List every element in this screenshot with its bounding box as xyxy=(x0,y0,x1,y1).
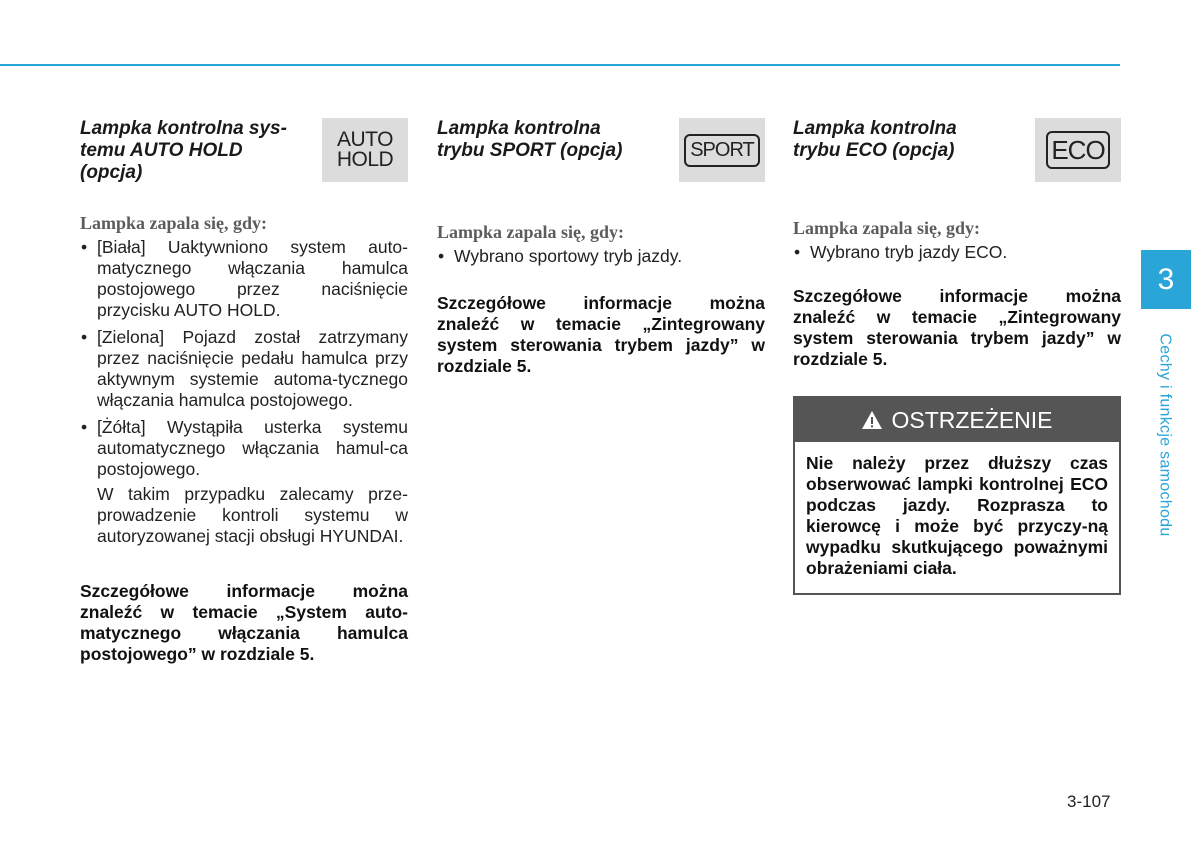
list-item: • [Zielona] Pojazd został zatrzymany przez naciśnięcie pedału hamulca przy aktywnym systemie automa-tycznego włączania hamulca postojowego. xyxy=(80,327,408,411)
column-auto-hold xyxy=(80,118,408,665)
list-item: • Wybrano sportowy tryb jazdy. xyxy=(437,246,765,267)
column-sport xyxy=(437,118,765,377)
section-title: Lampka kontrolna sys- temu AUTO HOLD (opcja) xyxy=(80,118,287,183)
warning-heading: OSTRZEŻENIE xyxy=(891,406,1053,433)
warning-triangle-icon xyxy=(861,410,883,430)
section-header xyxy=(437,118,765,184)
warning-box xyxy=(793,396,1121,595)
section-title: Lampka kontrolna trybu ECO (opcja) xyxy=(793,118,957,161)
top-rule xyxy=(0,64,1120,66)
indicator-line: AUTO xyxy=(337,128,393,151)
bullet-list xyxy=(437,246,765,267)
warning-text: Nie należy przez dłuższy czas obserwować lampki kontrolnej ECO podczas jazdy. Rozprasza to kierowcę i może być przyczy-ną wypadku skutkującego poważnymi obrażeniami ciała. xyxy=(806,453,1108,578)
list-item: • [Biała] Uaktywniono system auto-matycznego włączania hamulca postojowego przez naciśnięcie przycisku AUTO HOLD. xyxy=(80,237,408,321)
section-header xyxy=(793,118,1121,184)
indicator-label: ECO xyxy=(1046,131,1110,169)
chapter-title xyxy=(1140,320,1190,550)
sport-indicator-icon xyxy=(679,118,765,182)
section-title: Lampka kontrolna trybu SPORT (opcja) xyxy=(437,118,623,161)
indicator-line: HOLD xyxy=(336,148,394,171)
list-item: • Wybrano tryb jazdy ECO. xyxy=(793,242,1121,263)
continuation-text: W takim przypadku zalecamy prze-prowadzenie kontroli systemu w autoryzowanej stacji obsługi HYUNDAI. xyxy=(97,484,408,546)
chapter-title-text: Cechy i funkcje samochodu xyxy=(1157,333,1174,537)
bullet-list xyxy=(793,242,1121,263)
page-number: 3-107 xyxy=(1067,792,1111,811)
column-eco xyxy=(793,118,1121,595)
section-header xyxy=(80,118,408,184)
bullet-list xyxy=(80,237,408,480)
chapter-tab: 3 xyxy=(1141,250,1191,309)
info-text: Szczegółowe informacje można znaleźć w temacie „Zintegrowany system sterowania trybem jazdy” w rozdziale 5. xyxy=(437,293,765,376)
list-item: • [Żółta] Wystąpiła usterka systemu automatycznego włączania hamul-ca postojowego. xyxy=(80,417,408,480)
indicator-label: SPORT xyxy=(684,134,760,167)
subtitle: Lampka zapala się, gdy: xyxy=(793,218,981,238)
info-text: Szczegółowe informacje można znaleźć w temacie „System auto-matycznego włączania hamulca postojowego” w rozdziale 5. xyxy=(80,581,408,664)
subtitle: Lampka zapala się, gdy: xyxy=(80,213,268,233)
info-text: Szczegółowe informacje można znaleźć w temacie „Zintegrowany system sterowania trybem jazdy” w rozdziale 5. xyxy=(793,286,1121,369)
auto-hold-indicator-icon xyxy=(322,118,408,182)
warning-header xyxy=(795,398,1119,442)
eco-indicator-icon xyxy=(1035,118,1121,182)
subtitle: Lampka zapala się, gdy: xyxy=(437,222,625,242)
